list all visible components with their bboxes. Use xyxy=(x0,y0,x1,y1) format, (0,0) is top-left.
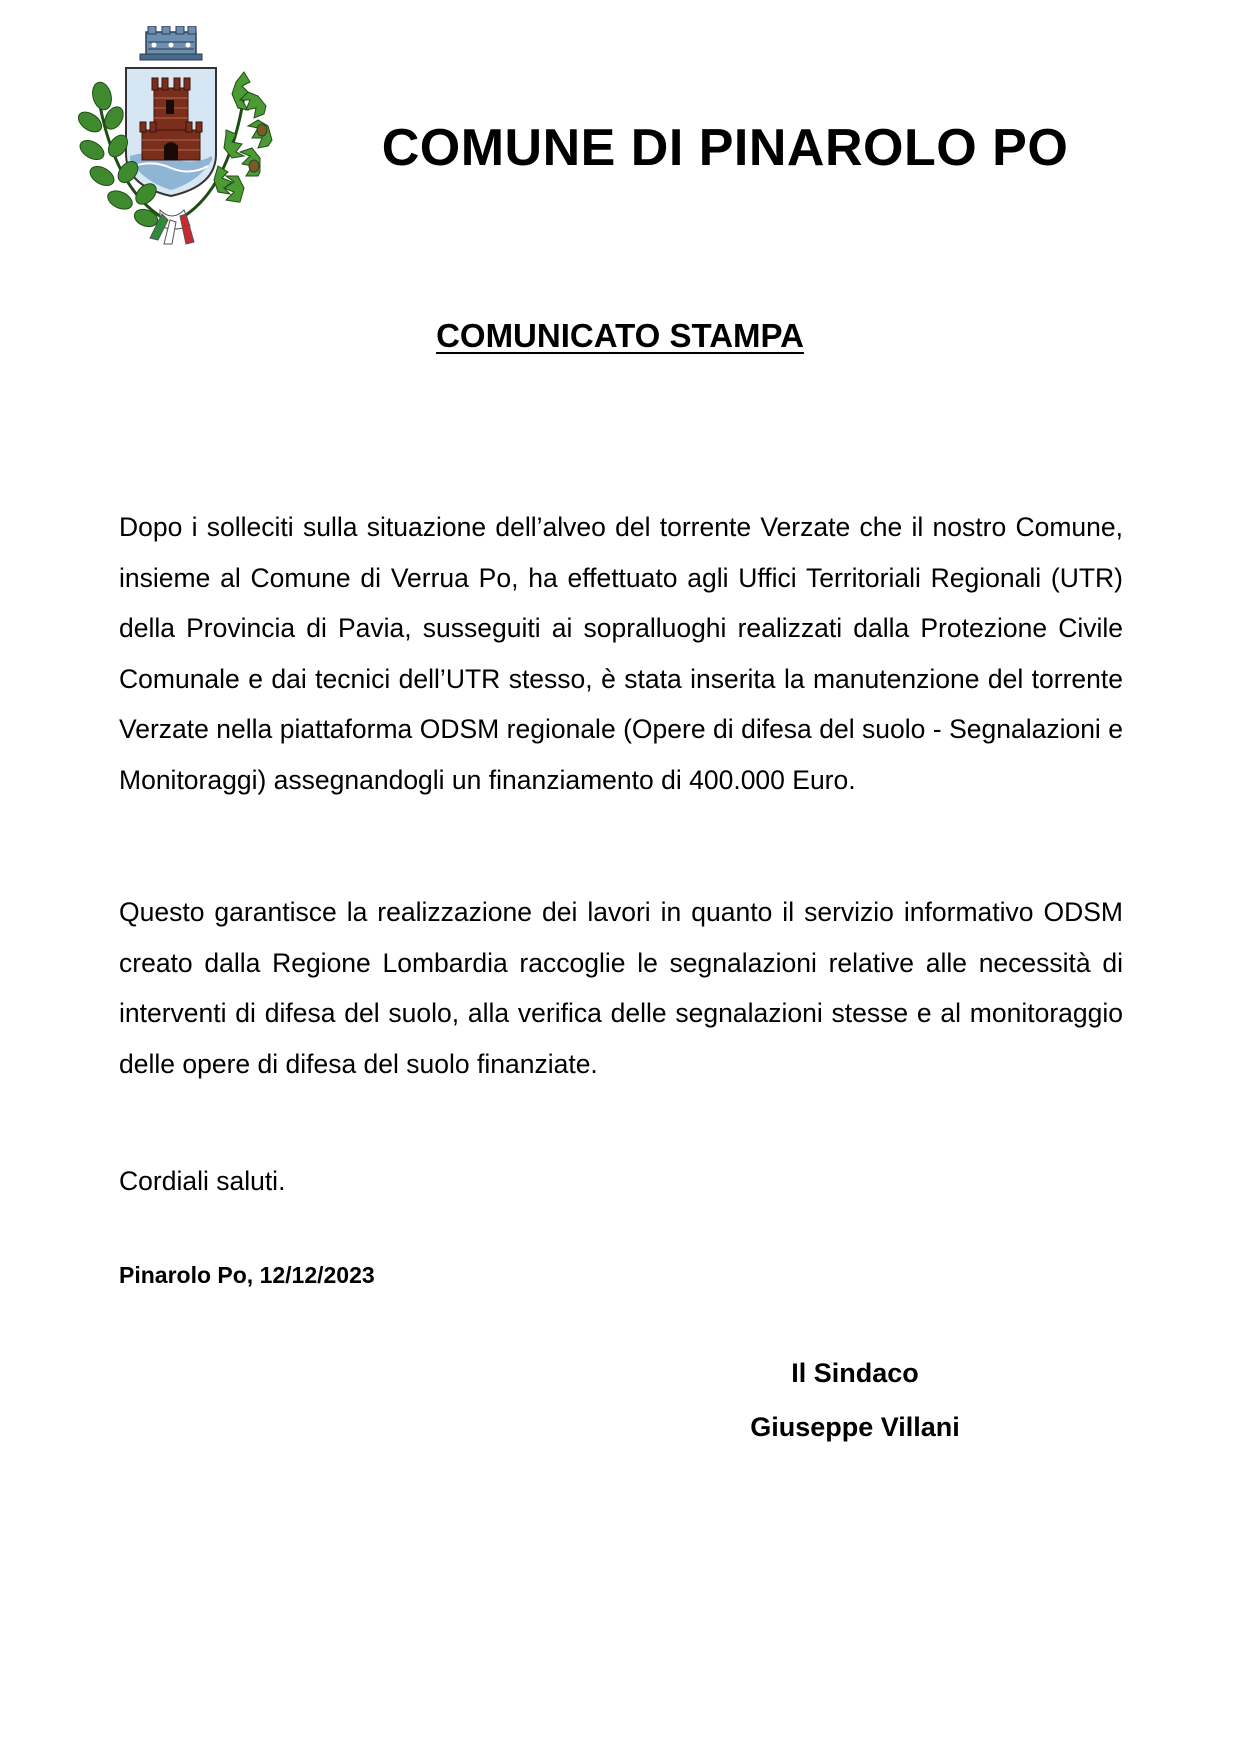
body-paragraph-1: Dopo i solleciti sulla situazione dell’alveo del torrente Verzate che il nostro Comune, insieme al Comune di Verrua Po, ha effettuato agli Uffici Territoriali Regionali (UTR) della Provincia di Pavia, susseguiti ai sopralluoghi realizzati dalla Protezione Civile Comunale e dai tecnici dell’UTR stesso, è stata inserita la manutenzione del torrente Verzate nella piattaforma ODSM regionale (Opere di difesa del suolo - Segnalazioni e Monitoraggi) assegnandogli un finanziamento di 400.000 Euro. xyxy=(119,512,1123,795)
body-paragraph-2: Questo garantisce la realizzazione dei lavori in quanto il servizio informativo ODSM creato dalla Regione Lombardia raccoglie le segnalazioni relative alle necessità di interventi di difesa del suolo, alla verifica delle segnalazioni stesse e al monitoraggio delle opere di difesa del suolo finanziate. xyxy=(119,897,1123,1079)
signatory-name: Giuseppe Villani xyxy=(750,1412,960,1442)
document-heading: COMUNICATO STAMPA xyxy=(436,317,804,354)
signature-block xyxy=(700,1346,1010,1454)
place-and-date: Pinarolo Po, 12/12/2023 xyxy=(119,1262,375,1288)
municipal-crest-icon xyxy=(78,26,290,250)
signatory-role: Il Sindaco xyxy=(791,1358,919,1388)
closing-salutation: Cordiali saluti. xyxy=(119,1166,286,1196)
municipality-title: COMUNE DI PINAROLO PO xyxy=(381,119,1069,177)
